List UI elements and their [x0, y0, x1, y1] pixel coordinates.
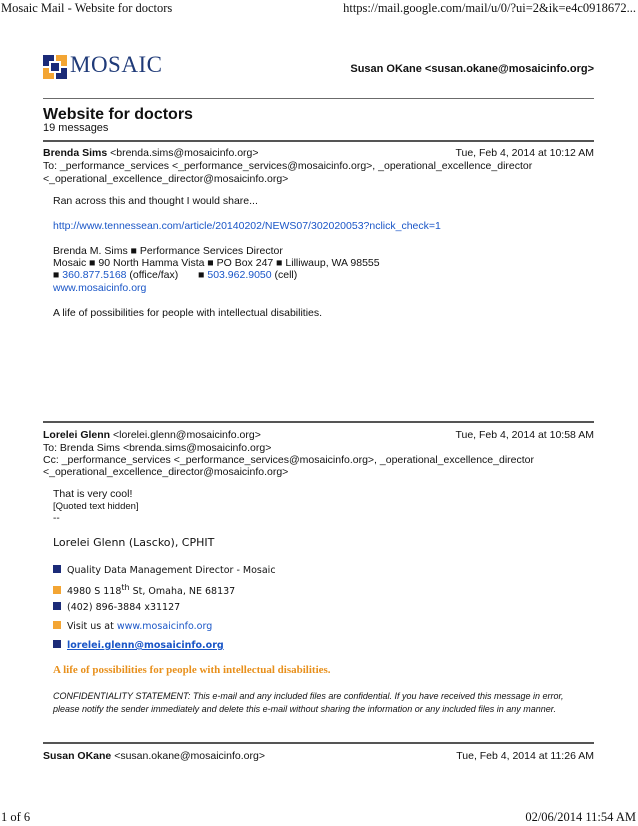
sender-email: <lorelei.glenn@mosaicinfo.org> — [113, 429, 261, 441]
address-city: St, Omaha, NE 68137 — [132, 586, 236, 598]
email-link[interactable]: lorelei.glenn@mosaicinfo.org — [67, 640, 224, 651]
mosaic-logo-icon — [43, 55, 67, 79]
tagline: A life of possibilities for people with intellectual disabilities. — [53, 307, 323, 319]
account-label: Susan OKane <susan.okane@mosaicinfo.org> — [350, 63, 594, 75]
article-link[interactable]: http://www.tennessean.com/article/20140202/NEWS07/302020053?nclick_check=1 — [53, 220, 441, 232]
orange-square-icon — [53, 621, 61, 629]
signature-title-row — [53, 565, 276, 577]
page-number: 1 of 6 — [1, 810, 31, 824]
website-link[interactable]: www.mosaicinfo.org — [116, 621, 213, 632]
bullet: ■ — [53, 269, 60, 281]
browser-tab-title: Mosaic Mail - Website for doctors — [1, 1, 173, 15]
orange-square-icon — [53, 586, 61, 594]
divider — [43, 140, 594, 142]
signature-phones — [53, 268, 297, 282]
address-street: 4980 S 118 — [67, 586, 122, 598]
recipients-line: <_operational_excellence_director@mosaicinfo.org> — [43, 173, 289, 185]
signature-title: Quality Data Management Director - Mosaic — [67, 565, 276, 576]
browser-url: https://mail.google.com/mail/u/0/?ui=2&ik=e4c0918672... — [343, 1, 636, 15]
recipients-line: To: Brenda Sims <brenda.sims@mosaicinfo.org> — [43, 442, 272, 454]
website-link[interactable]: www.mosaicinfo.org — [53, 282, 147, 294]
message-date: Tue, Feb 4, 2014 at 10:12 AM — [455, 147, 594, 159]
divider — [43, 98, 594, 99]
message-header[interactable] — [43, 428, 594, 442]
bullet: ■ — [198, 269, 205, 281]
sender-name: Susan OKane — [43, 750, 112, 762]
navy-square-icon — [53, 565, 61, 573]
mosaic-logo-text: MOSAIC — [70, 52, 163, 77]
visit-label: Visit us at — [67, 621, 114, 632]
sender-name: Brenda Sims — [43, 147, 108, 159]
signature-separator: -- — [53, 513, 60, 524]
signature-name: Brenda M. Sims ■ Performance Services Director — [53, 245, 283, 257]
divider — [43, 421, 594, 423]
message-header[interactable] — [43, 146, 594, 160]
tagline: A life of possibilities for people with intellectual disabilities. — [53, 664, 331, 676]
sender-name: Lorelei Glenn — [43, 429, 111, 441]
signature-phone: (402) 896-3884 x31127 — [67, 602, 181, 613]
recipients-line: To: _performance_services <_performance_services@mosaicinfo.org>, _operational_excellence_director — [43, 160, 533, 172]
print-timestamp: 02/06/2014 11:54 AM — [525, 810, 636, 824]
navy-square-icon — [53, 640, 61, 648]
phone-label: (cell) — [274, 269, 298, 281]
phone-label: (office/fax) — [129, 269, 179, 281]
message-body: That is very cool! — [53, 488, 133, 500]
message-header[interactable] — [43, 749, 594, 763]
signature-phone-row — [53, 602, 180, 614]
divider — [43, 742, 594, 744]
message-count: 19 messages — [43, 122, 109, 134]
cc-line: <_operational_excellence_director@mosaicinfo.org> — [43, 466, 289, 478]
quoted-text-toggle[interactable]: [Quoted text hidden] — [53, 501, 139, 512]
sender-email: <brenda.sims@mosaicinfo.org> — [110, 147, 259, 159]
sender-email: <susan.okane@mosaicinfo.org> — [114, 750, 265, 762]
message-date: Tue, Feb 4, 2014 at 11:26 AM — [456, 750, 594, 762]
navy-square-icon — [53, 602, 61, 610]
phone-link[interactable]: 360.877.5168 — [62, 269, 127, 281]
cc-line: Cc: _performance_services <_performance_services@mosaicinfo.org>, _operational_excellence_director — [43, 454, 534, 466]
message-body: Ran across this and thought I would share... — [53, 195, 258, 207]
message-date: Tue, Feb 4, 2014 at 10:58 AM — [455, 429, 594, 441]
address-ordinal: th — [121, 583, 130, 592]
signature-name: Lorelei Glenn (Lascko), CPHIT — [53, 536, 215, 549]
signature-email-row — [53, 640, 224, 652]
signature-address: Mosaic ■ 90 North Hamma Vista ■ PO Box 247 ■ Lilliwaup, WA 98555 — [53, 257, 380, 269]
confidentiality-statement: CONFIDENTIALITY STATEMENT: This e-mail and any included files are confidential. If you have received this message in error, please notify the sender immediately and delete this e-mail without sharing the information or any included files in any manner. — [53, 691, 564, 714]
phone-link[interactable]: 503.962.9050 — [207, 269, 272, 281]
thread-subject: Website for doctors — [43, 106, 193, 123]
signature-web-row — [53, 621, 212, 633]
signature-address-row — [53, 582, 235, 598]
